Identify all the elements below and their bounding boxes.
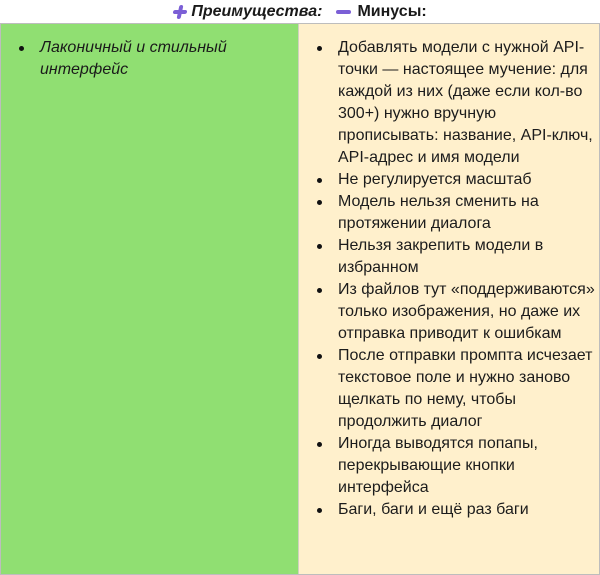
- cons-list-item: Иногда выводятся попапы, перекрывающие кнопки интерфейса: [338, 433, 599, 499]
- cons-list-item: Баги, баги и ещё раз баги: [338, 499, 599, 521]
- pros-heading-label: Преимущества:: [191, 2, 323, 20]
- cons-list: [299, 37, 599, 521]
- minus-icon: [336, 10, 351, 14]
- cons-heading-label: Минусы:: [357, 2, 427, 20]
- cons-heading: [336, 3, 426, 21]
- plus-icon: [172, 5, 189, 19]
- cons-list-item: Не регулируется масштаб: [338, 169, 599, 191]
- cons-list-item: Добавлять модели с нужной API-точки — настоящее мучение: для каждой из них (даже если кол-во 300+) нужно вручную прописывать: название, API-ключ, API-адрес и имя модели: [338, 37, 599, 169]
- cons-list-item: После отправки промпта исчезает текстовое поле и нужно заново щелкать по нему, чтобы продолжить диалог: [338, 345, 599, 433]
- table-header: [0, 0, 600, 23]
- cons-list-item: Из файлов тут «поддерживаются» только изображения, но даже их отправка приводит к ошибкам: [338, 279, 599, 345]
- pros-cons-table: [0, 23, 600, 575]
- pros-list-item: Лаконичный и стильный интерфейс: [40, 37, 298, 81]
- pros-list: [1, 37, 298, 81]
- pros-heading: [173, 3, 322, 21]
- pros-column: [1, 24, 299, 574]
- cons-list-item: Нельзя закрепить модели в избранном: [338, 235, 599, 279]
- cons-column: [299, 24, 599, 574]
- cons-list-item: Модель нельзя сменить на протяжении диалога: [338, 191, 599, 235]
